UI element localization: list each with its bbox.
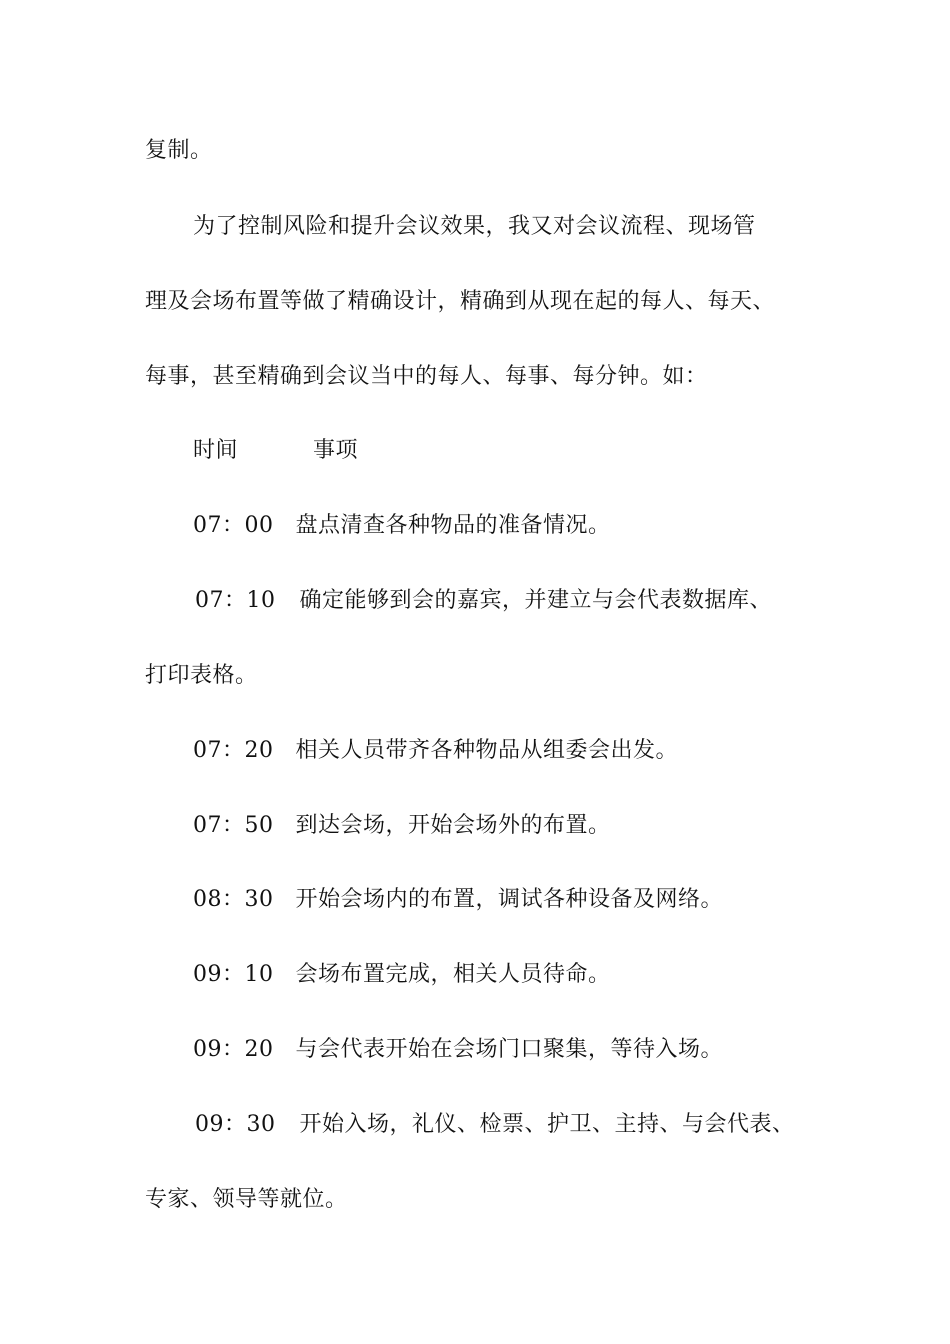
- schedule-item: 盘点清查各种物品的准备情况。: [295, 513, 611, 538]
- schedule-time: 09：20: [193, 1037, 274, 1062]
- schedule-time: 09：30: [195, 1112, 276, 1137]
- schedule-time: 09：10: [193, 962, 274, 987]
- schedule-header-time: 时间: [193, 438, 239, 463]
- paragraph-line: 为了控制风险和提升会议效果，我又对会议流程、现场管: [193, 214, 756, 239]
- paragraph-line: 每事，甚至精确到会议当中的每人、每事、每分钟。如：: [145, 364, 708, 389]
- schedule-row: [195, 1110, 795, 1140]
- schedule-item: 相关人员带齐各种物品从组委会出发。: [295, 738, 679, 763]
- schedule-row-continuation: 打印表格。: [145, 663, 258, 688]
- schedule-row: [193, 511, 611, 541]
- schedule-row: [193, 885, 723, 915]
- schedule-item: 开始会场内的布置，调试各种设备及网络。: [295, 887, 724, 912]
- schedule-item: 开始入场，礼仪、检票、护卫、主持、与会代表、: [299, 1112, 795, 1137]
- schedule-row: [195, 586, 772, 616]
- schedule-item: 确定能够到会的嘉宾，并建立与会代表数据库、: [299, 588, 773, 613]
- schedule-header: [193, 436, 358, 466]
- schedule-row: [193, 1035, 723, 1065]
- schedule-time: 07：50: [193, 813, 274, 838]
- schedule-time: 07：20: [193, 738, 274, 763]
- schedule-item: 与会代表开始在会场门口聚集，等待入场。: [295, 1037, 724, 1062]
- schedule-time: 08：30: [193, 887, 274, 912]
- paragraph-line: 理及会场布置等做了精确设计，精确到从现在起的每人、每天、: [145, 289, 776, 314]
- schedule-row: [193, 736, 678, 766]
- schedule-row: [193, 811, 611, 841]
- paragraph-line: 复制。: [145, 138, 213, 163]
- schedule-row-continuation: 专家、领导等就位。: [145, 1187, 348, 1212]
- schedule-item: 到达会场，开始会场外的布置。: [295, 813, 611, 838]
- schedule-time: 07：10: [195, 588, 276, 613]
- schedule-header-item: 事项: [313, 438, 359, 463]
- schedule-time: 07：00: [193, 513, 274, 538]
- schedule-row: [193, 960, 611, 990]
- schedule-item: 会场布置完成，相关人员待命。: [295, 962, 611, 987]
